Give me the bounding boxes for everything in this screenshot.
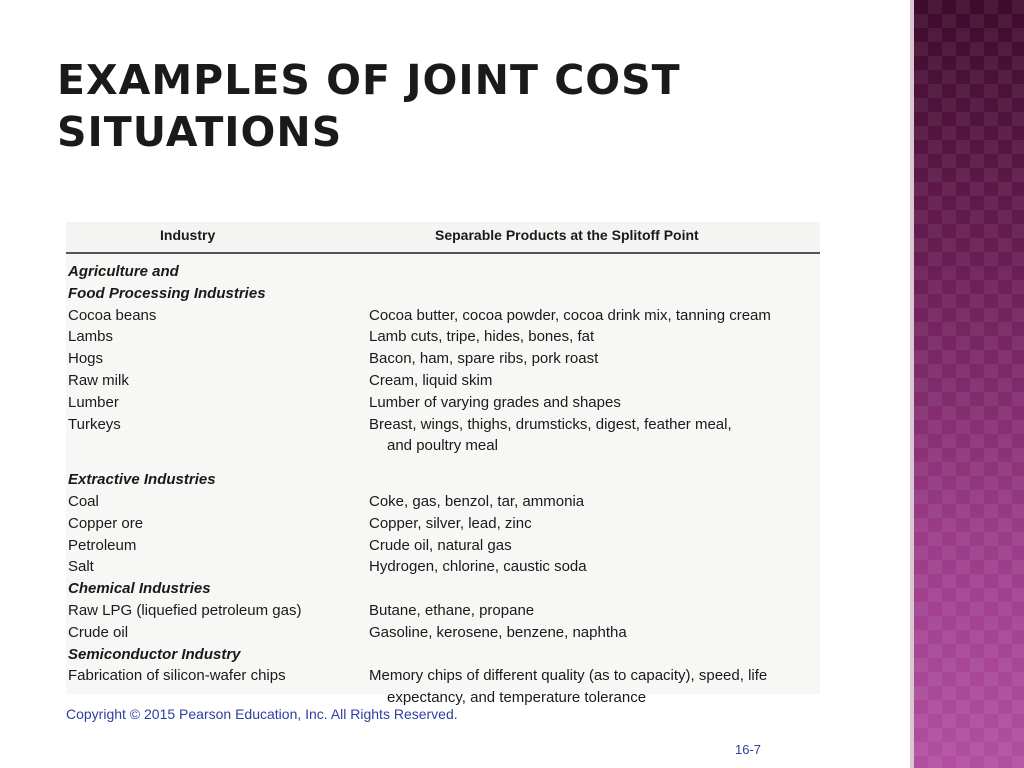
products-cell: Breast, wings, thighs, drumsticks, digest, feather meal, (369, 415, 732, 433)
table-row (66, 348, 820, 370)
table-row (66, 414, 820, 436)
industry-cell: Raw LPG (liquefied petroleum gas) (68, 601, 302, 619)
header-separable-products: Separable Products at the Splitoff Point (435, 227, 699, 243)
products-cell: Coke, gas, benzol, tar, ammonia (369, 492, 585, 510)
table-row (66, 261, 820, 283)
table-row (66, 283, 820, 305)
products-cell-continued: expectancy, and temperature tolerance (387, 689, 647, 707)
table-row (66, 600, 820, 622)
products-cell: Butane, ethane, propane (369, 601, 535, 619)
products-cell: Copper, silver, lead, zinc (369, 514, 532, 532)
products-cell: Bacon, ham, spare ribs, pork roast (369, 350, 599, 368)
products-cell: Memory chips of different quality (as to capacity), speed, life (369, 667, 768, 685)
products-cell: Gasoline, kerosene, benzene, naphtha (369, 623, 627, 641)
industry-cell: Copper ore (68, 514, 144, 532)
table-row (66, 622, 820, 644)
table-row (66, 392, 820, 414)
industry-cell: Coal (68, 492, 99, 510)
table-row (66, 435, 820, 457)
table-row (66, 513, 820, 535)
table-header (66, 222, 820, 254)
industry-category: Agriculture and (68, 263, 179, 280)
industry-cell: Cocoa beans (68, 306, 157, 324)
row-spacer (66, 457, 820, 469)
industry-cell: Petroleum (68, 536, 137, 554)
table-row (66, 556, 820, 578)
products-cell-continued: and poultry meal (387, 437, 498, 455)
products-cell: Lumber of varying grades and shapes (369, 393, 621, 411)
industry-cell: Lumber (68, 393, 119, 411)
joint-cost-table (66, 222, 820, 707)
industry-cell: Raw milk (68, 371, 129, 389)
products-cell: Lamb cuts, tripe, hides, bones, fat (369, 328, 595, 346)
table-row (66, 491, 820, 513)
table-row (66, 326, 820, 348)
table-body (66, 254, 820, 709)
industry-cell: Lambs (68, 328, 114, 346)
decorative-side-panel (910, 0, 1024, 768)
industry-category: Extractive Industries (68, 471, 216, 489)
products-cell: Hydrogen, chlorine, caustic soda (369, 558, 587, 576)
diamond-pattern (914, 0, 1024, 768)
slide-title: EXAMPLES OF JOINT COST SITUATIONS (57, 56, 681, 156)
industry-category: Chemical Industries (68, 580, 211, 598)
industry-cell: Crude oil (68, 623, 129, 641)
page-number: 16-7 (735, 742, 762, 757)
table-row (66, 535, 820, 557)
table-row (66, 578, 820, 600)
table-row (66, 665, 820, 687)
table-row (66, 469, 820, 491)
table-row (66, 305, 820, 327)
products-cell: Crude oil, natural gas (369, 536, 512, 554)
products-cell: Cream, liquid skim (369, 371, 493, 389)
industry-cell: Salt (68, 558, 94, 576)
table-row (66, 370, 820, 392)
industry-cell: Hogs (68, 350, 104, 368)
industry-cell: Fabrication of silicon-wafer chips (68, 667, 286, 685)
industry-category: Food Processing Industries (68, 284, 266, 302)
industry-category: Semiconductor Industry (68, 645, 241, 663)
products-cell: Cocoa butter, cocoa powder, cocoa drink mix, tanning cream (369, 306, 771, 324)
industry-cell: Turkeys (68, 415, 121, 433)
table-row (66, 644, 820, 666)
copyright-notice: Copyright © 2015 Pearson Education, Inc. All Rights Reserved. (66, 706, 458, 722)
header-industry: Industry (160, 227, 216, 243)
